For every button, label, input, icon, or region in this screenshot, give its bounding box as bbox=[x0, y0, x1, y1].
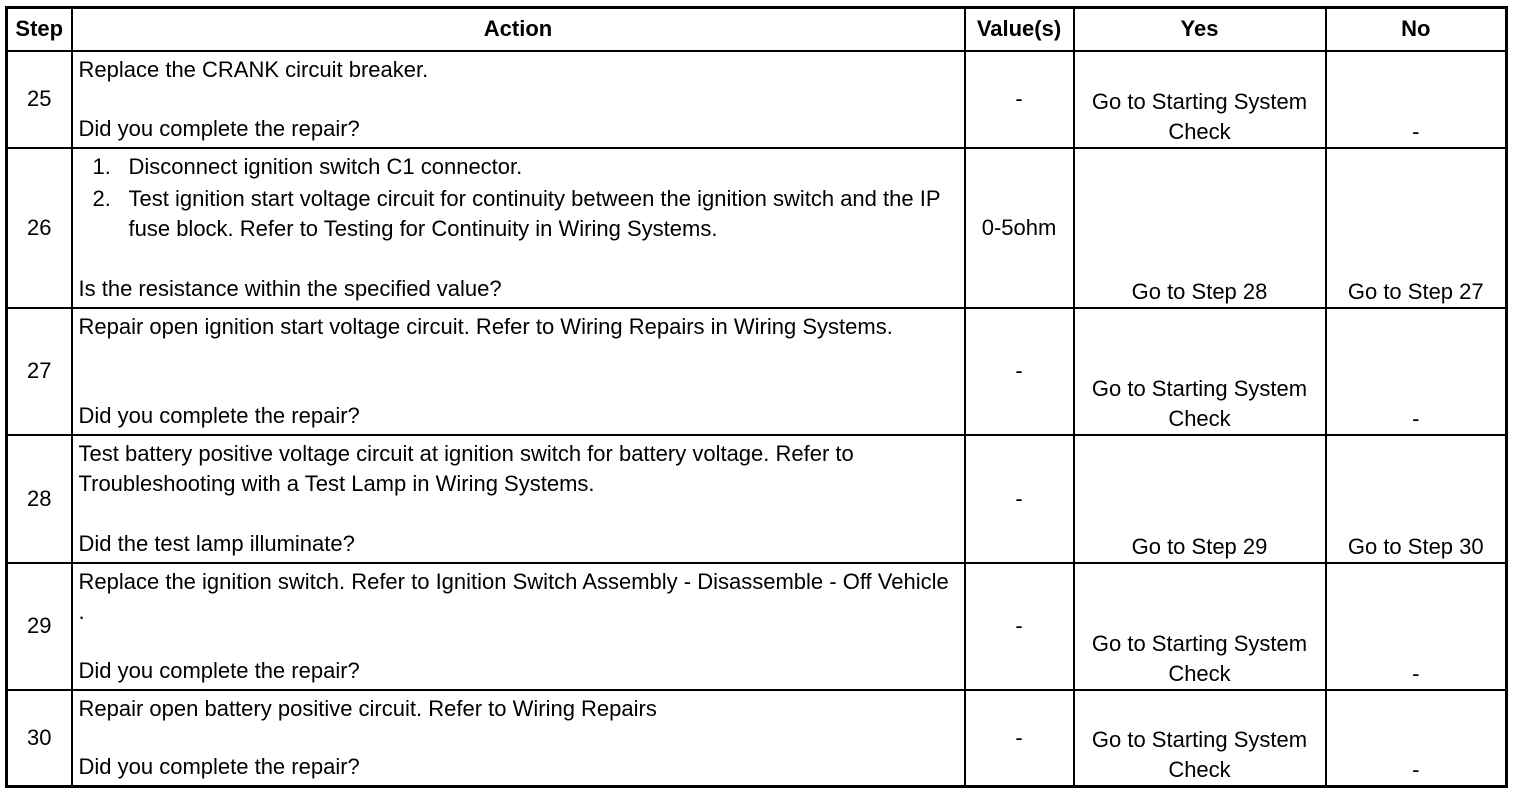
no-cell: - bbox=[1326, 563, 1507, 690]
header-row bbox=[7, 8, 1507, 51]
value-cell: - bbox=[965, 435, 1074, 563]
yes-cell bbox=[1074, 435, 1326, 563]
action-text: Repair open battery positive circuit. Refer to Wiring Repairs bbox=[78, 695, 657, 721]
step-number: 25 bbox=[7, 51, 72, 148]
list-item bbox=[79, 184, 958, 244]
action-content bbox=[79, 309, 958, 434]
list-item-text: Test ignition start voltage circuit for continuity between the ignition switch and the IP fuse block. Refer to Testing for Continuity in Wiring Systems. bbox=[128, 185, 941, 241]
action-text: Test battery positive voltage circuit at ignition switch for battery voltage. Refer to Troubleshooting with a Test Lamp in Wiring Systems. bbox=[78, 440, 854, 496]
table-row bbox=[7, 308, 1507, 435]
header-no: No bbox=[1326, 8, 1507, 51]
header-step: Step bbox=[7, 8, 72, 51]
action-cell bbox=[72, 690, 965, 787]
action-content bbox=[79, 691, 958, 786]
value-cell: - bbox=[965, 51, 1074, 148]
yes-text: Go to Starting System Check bbox=[1091, 88, 1308, 144]
yes-cell bbox=[1074, 690, 1326, 787]
table-row bbox=[7, 690, 1507, 787]
table-row bbox=[7, 435, 1507, 563]
step-number: 27 bbox=[7, 308, 72, 435]
header-yes: Yes bbox=[1074, 8, 1326, 51]
action-question: Did you complete the repair? bbox=[78, 657, 360, 683]
yes-cell bbox=[1074, 51, 1326, 148]
action-content bbox=[79, 52, 958, 147]
value-cell: 0-5ohm bbox=[965, 148, 1074, 308]
header-action: Action bbox=[72, 8, 965, 51]
action-content bbox=[79, 436, 958, 562]
action-steps-list bbox=[79, 152, 958, 246]
yes-text: Go to Starting System Check bbox=[1091, 727, 1308, 782]
list-item-number: 1. bbox=[92, 153, 111, 179]
action-cell bbox=[72, 308, 965, 435]
action-text: Repair open ignition start voltage circuit. Refer to Wiring Repairs in Wiring Systems. bbox=[78, 313, 893, 339]
action-text: Replace the ignition switch. Refer to Ignition Switch Assembly - Disassemble - Off Vehicle . bbox=[78, 568, 949, 624]
list-item bbox=[79, 152, 958, 182]
no-cell: - bbox=[1326, 308, 1507, 435]
yes-text: Go to Step 28 bbox=[1131, 278, 1268, 304]
action-cell bbox=[72, 51, 965, 148]
header-values: Value(s) bbox=[965, 8, 1074, 51]
action-cell bbox=[72, 563, 965, 690]
no-cell: - bbox=[1326, 51, 1507, 148]
list-item-number: 2. bbox=[92, 185, 111, 211]
value-cell: - bbox=[965, 563, 1074, 690]
action-question: Did you complete the repair? bbox=[78, 115, 360, 141]
diagnostic-table bbox=[5, 6, 1508, 788]
table-row bbox=[7, 148, 1507, 308]
table-row bbox=[7, 563, 1507, 690]
yes-text: Go to Starting System Check bbox=[1091, 375, 1308, 431]
yes-cell bbox=[1074, 563, 1326, 690]
list-item-text: Disconnect ignition switch C1 connector. bbox=[128, 153, 523, 179]
value-cell: - bbox=[965, 690, 1074, 787]
action-cell bbox=[72, 148, 965, 308]
yes-text: Go to Step 29 bbox=[1131, 533, 1268, 559]
step-number: 26 bbox=[7, 148, 72, 308]
no-cell: Go to Step 27 bbox=[1326, 148, 1507, 308]
step-number: 28 bbox=[7, 435, 72, 563]
action-content bbox=[79, 149, 958, 307]
no-cell: - bbox=[1326, 690, 1507, 787]
action-question: Did you complete the repair? bbox=[78, 754, 360, 779]
action-text: Replace the CRANK circuit breaker. bbox=[78, 56, 429, 82]
no-cell: Go to Step 30 bbox=[1326, 435, 1507, 563]
yes-text: Go to Starting System Check bbox=[1091, 630, 1308, 686]
step-number: 29 bbox=[7, 563, 72, 690]
table-row bbox=[7, 51, 1507, 148]
value-cell: - bbox=[965, 308, 1074, 435]
action-question: Did the test lamp illuminate? bbox=[78, 530, 355, 556]
action-question: Is the resistance within the specified value? bbox=[78, 275, 502, 301]
diagnostic-table-container bbox=[5, 6, 1508, 788]
action-content bbox=[79, 564, 958, 689]
yes-cell bbox=[1074, 308, 1326, 435]
step-number: 30 bbox=[7, 690, 72, 787]
action-cell bbox=[72, 435, 965, 563]
action-question: Did you complete the repair? bbox=[78, 402, 360, 428]
yes-cell bbox=[1074, 148, 1326, 308]
